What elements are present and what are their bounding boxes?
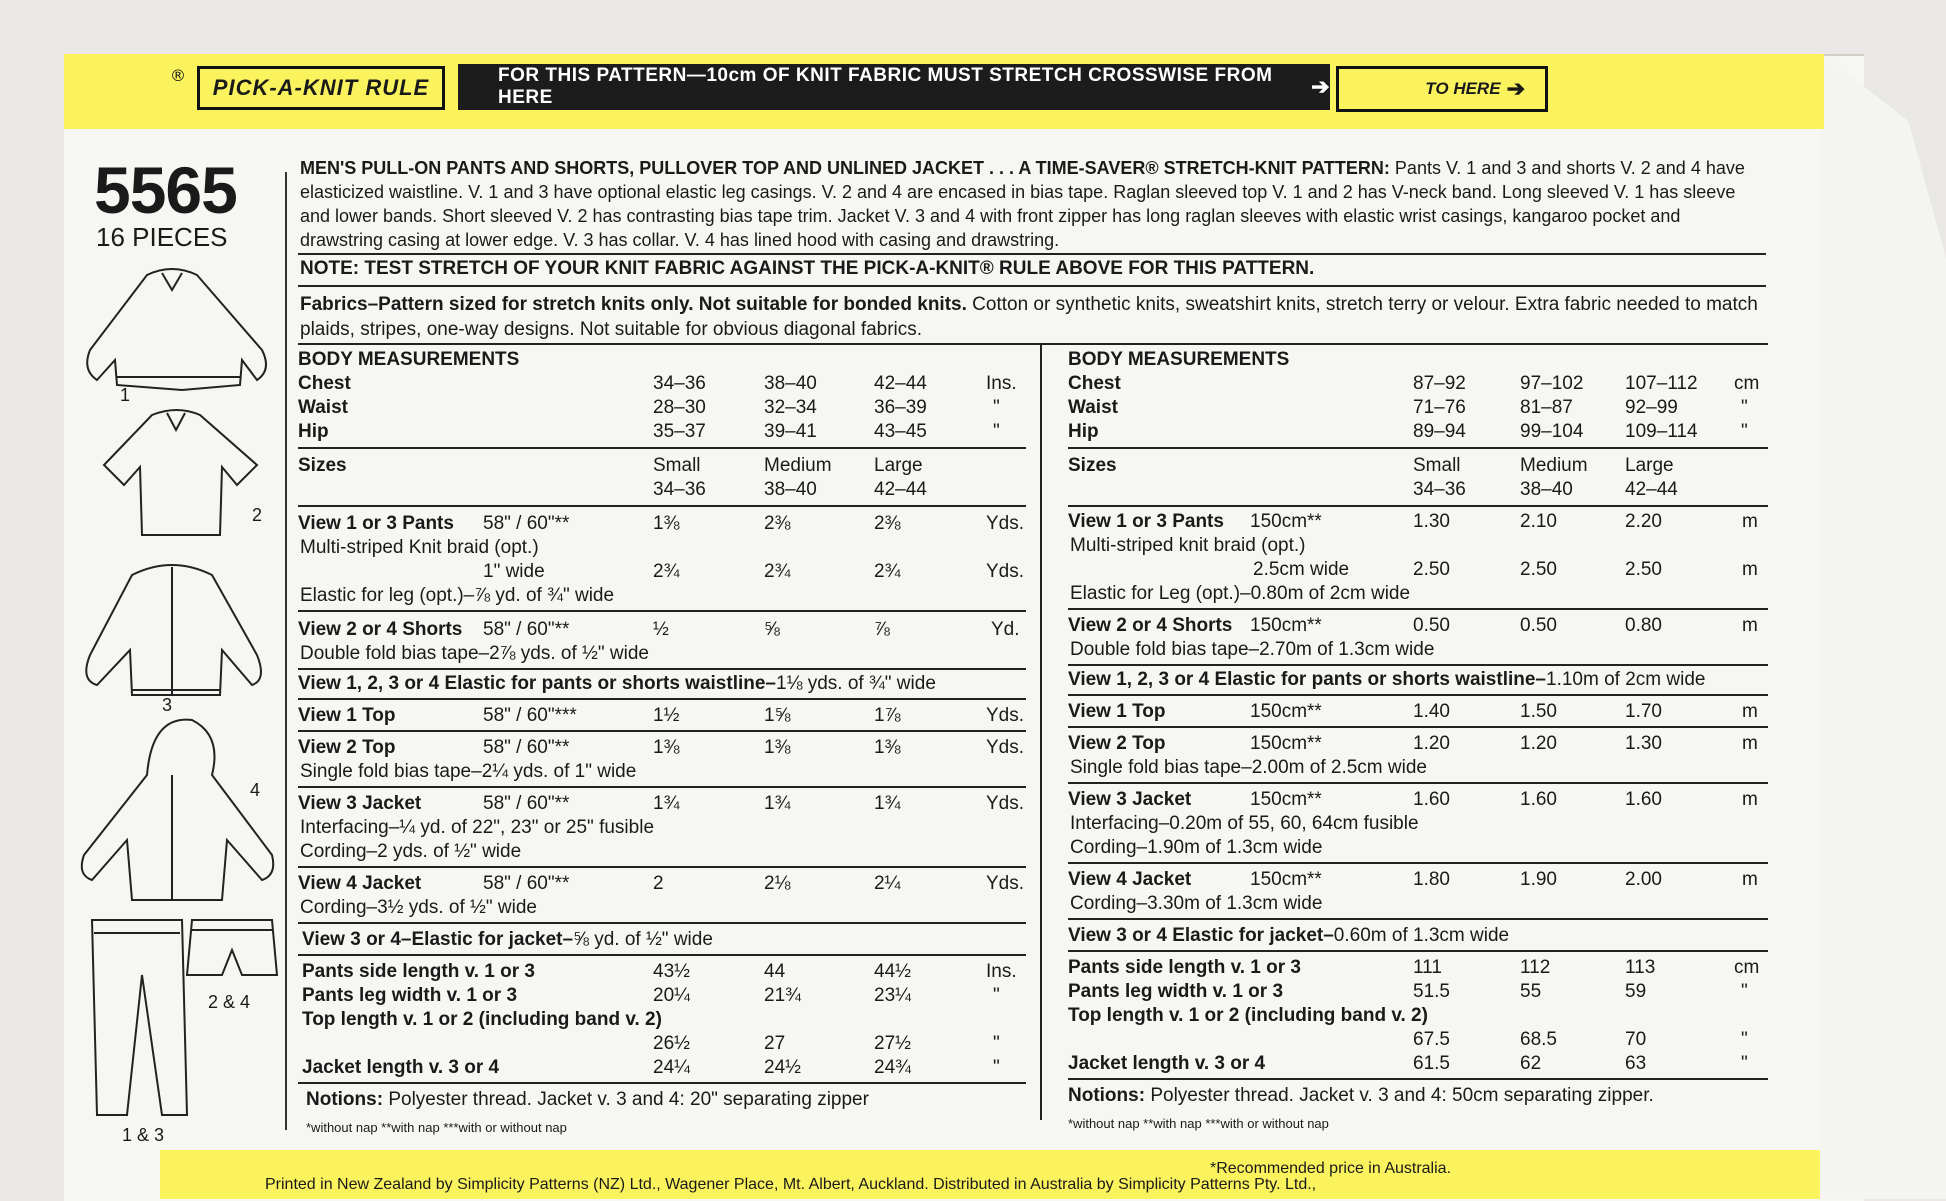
row-label: Pants leg width v. 1 or 3 xyxy=(302,985,518,1006)
cell: 62 xyxy=(1520,1053,1542,1074)
cell: 2⅜ xyxy=(874,513,901,534)
cell: Medium xyxy=(764,455,832,476)
divider xyxy=(298,730,1026,732)
sketch-view-4-jacket xyxy=(82,720,273,900)
notions-text: Polyester thread. Jacket v. 3 and 4: 50cm separating zipper. xyxy=(1150,1085,1654,1106)
row-label: View 2 or 4 Shorts xyxy=(1068,615,1233,636)
row-label: View 1, 2, 3 or 4 Elastic for pants or shorts waistline– xyxy=(298,673,776,694)
cell: Yds. xyxy=(986,873,1025,894)
cell: 43½ xyxy=(653,961,690,982)
cell: 23¼ xyxy=(874,985,911,1006)
cell: Small xyxy=(653,455,701,476)
cell: Ins. xyxy=(986,373,1017,394)
cell: 99–104 xyxy=(1520,421,1584,442)
cell: 150cm** xyxy=(1250,869,1322,890)
row-label: View 1 Top xyxy=(298,705,396,726)
cell: 87–92 xyxy=(1413,373,1466,394)
cell: 43–45 xyxy=(874,421,927,442)
row-label: View 1 or 3 Pants xyxy=(1068,511,1224,532)
cell: 34–36 xyxy=(653,479,706,500)
waist-label: Waist xyxy=(298,397,348,418)
divider xyxy=(298,922,1026,924)
cell: 1¾ xyxy=(653,793,680,814)
cell: 1⅜ xyxy=(653,513,680,534)
elastic-waist-row xyxy=(298,672,936,696)
cell: 63 xyxy=(1625,1053,1647,1074)
row-label: View 3 or 4 Elastic for jacket– xyxy=(1068,925,1334,946)
cell: 2⅛ xyxy=(764,873,791,894)
row-label: View 1 Top xyxy=(1068,701,1166,722)
cell: 150cm** xyxy=(1250,615,1322,636)
cell: m xyxy=(1742,789,1758,810)
to-here-text: TO HERE xyxy=(1425,79,1501,98)
cell: 81–87 xyxy=(1520,397,1573,418)
cell: 20¼ xyxy=(653,985,690,1006)
pick-a-knit-text: PICK-A-KNIT RULE xyxy=(212,75,430,100)
cell: 0.80 xyxy=(1625,615,1662,636)
cell: 35–37 xyxy=(653,421,706,442)
cell: Ins. xyxy=(986,961,1017,982)
cell: m xyxy=(1742,701,1758,722)
cell: 1.30 xyxy=(1413,511,1450,532)
cell: 24½ xyxy=(764,1057,801,1078)
cell: 58" / 60"** xyxy=(483,793,570,814)
cell: 113 xyxy=(1625,957,1656,978)
divider xyxy=(298,253,1766,255)
cell: " xyxy=(1741,421,1748,442)
hip-label: Hip xyxy=(298,421,329,442)
cell: 58" / 60"** xyxy=(483,873,570,894)
cell: 61.5 xyxy=(1413,1053,1450,1074)
cell: 1.90 xyxy=(1520,869,1557,890)
row-note: Cording–3½ yds. of ½" wide xyxy=(300,897,537,918)
arrow-right-icon: ➔ xyxy=(1506,76,1525,101)
cell: 1⅝ xyxy=(764,705,791,726)
cell: 68.5 xyxy=(1520,1029,1557,1050)
divider xyxy=(298,668,1026,670)
divider xyxy=(298,954,1026,956)
row-note: Single fold bias tape–2.00m of 2.5cm wide xyxy=(1070,757,1427,778)
cell: 150cm** xyxy=(1250,733,1322,754)
cell: 24¾ xyxy=(874,1057,911,1078)
row-label: View 2 Top xyxy=(298,737,396,758)
row-note: Cording–3.30m of 1.3cm wide xyxy=(1070,893,1323,914)
cell: 58" / 60"** xyxy=(483,513,570,534)
cell: Large xyxy=(1625,455,1674,476)
elastic-jacket-row xyxy=(302,928,713,952)
cell: " xyxy=(1741,1053,1748,1074)
cell: 1¾ xyxy=(764,793,791,814)
cell: 2¾ xyxy=(874,561,901,582)
description-text: Pants V. 1 and 3 and shorts V. 2 and 4 have elasticized waistline. V. 1 and 3 have optional elastic leg casings. V. 2 and 4 are encased in bias tape. Raglan sleeved top V. 1 and 2 has V-neck band. Long sleeved V. 1 has sleeve and lower bands. Short sleeved V. 2 has contrasting bias tape trim. Jacket V. 3 and 4 with front zipper has long raglan sleeves with elastic wrist casings, kangaroo pocket and drawstring casing at lower edge. V. 3 has collar. V. 4 has lined hood with casing and drawstring. xyxy=(300,158,1745,250)
cell: 2¼ xyxy=(874,873,901,894)
row-note: 1⅛ yds. of ¾" wide xyxy=(776,673,936,694)
cell: 150cm** xyxy=(1250,511,1322,532)
cell: 92–99 xyxy=(1625,397,1678,418)
cell: 42–44 xyxy=(1625,479,1678,500)
cell: Medium xyxy=(1520,455,1588,476)
cell: Yds. xyxy=(986,793,1025,814)
cell: Small xyxy=(1413,455,1461,476)
sketch-view-3-jacket xyxy=(86,565,261,695)
stretch-instruction-text: FOR THIS PATTERN—10cm OF KNIT FABRIC MUST STRETCH CROSSWISE FROM HERE xyxy=(498,65,1273,108)
row-label: Jacket length v. 3 or 4 xyxy=(302,1057,500,1078)
row-label: View 3 Jacket xyxy=(1068,789,1192,810)
cell: 70 xyxy=(1625,1029,1647,1050)
row-label: Multi-striped knit braid (opt.) xyxy=(1070,535,1306,556)
cell: ⅝ xyxy=(764,619,780,640)
row-note: ⅝ yd. of ½" wide xyxy=(573,929,713,950)
row-label: View 1, 2, 3 or 4 Elastic for pants or shorts waistline– xyxy=(1068,669,1546,690)
cell: 27½ xyxy=(874,1033,911,1054)
notions-text: Polyester thread. Jacket v. 3 and 4: 20" separating zipper xyxy=(388,1089,869,1110)
row-label: Top length v. 1 or 2 (including band v. 2) xyxy=(1068,1005,1428,1026)
body-measurements-title: BODY MEASUREMENTS xyxy=(1068,349,1290,370)
cell: 1⅜ xyxy=(874,737,901,758)
row-label: View 3 or 4–Elastic for jacket– xyxy=(302,929,574,950)
divider xyxy=(298,1082,1026,1084)
cell: " xyxy=(993,1033,1000,1054)
cell: Yds. xyxy=(986,737,1025,758)
row-note: Interfacing–0.20m of 55, 60, 64cm fusible xyxy=(1070,813,1419,834)
cell: 2¾ xyxy=(764,561,791,582)
cell: 1⅞ xyxy=(874,705,901,726)
cell: 111 xyxy=(1413,957,1442,978)
envelope-flap xyxy=(1820,52,1946,1199)
cell: 1.30 xyxy=(1625,733,1662,754)
row-label: Jacket length v. 3 or 4 xyxy=(1068,1053,1266,1074)
cell: 2.50 xyxy=(1413,559,1450,580)
cell: m xyxy=(1742,511,1758,532)
cell: 1⅜ xyxy=(764,737,791,758)
row-note: Single fold bias tape–2¼ yds. of 1" wide xyxy=(300,761,637,782)
cell: 2.50 xyxy=(1625,559,1662,580)
hip-label: Hip xyxy=(1068,421,1099,442)
sketch-label-1-3: 1 & 3 xyxy=(122,1125,165,1145)
row-label: Top length v. 1 or 2 (including band v. 2) xyxy=(302,1009,662,1030)
cell: 112 xyxy=(1520,957,1551,978)
row-note: Elastic for leg (opt.)–⅞ yd. of ¾" wide xyxy=(300,585,615,606)
divider xyxy=(298,610,1026,612)
cell: 2¾ xyxy=(653,561,680,582)
sizes-label: Sizes xyxy=(1068,455,1117,476)
cell: 1" wide xyxy=(483,561,545,582)
cell: 1.20 xyxy=(1413,733,1450,754)
cell: 1.60 xyxy=(1413,789,1450,810)
row-note: Interfacing–¼ yd. of 22", 23" or 25" fusible xyxy=(300,817,655,838)
pick-a-knit-rule-label xyxy=(197,66,445,110)
cell: " xyxy=(993,421,1000,442)
notions-row xyxy=(1068,1084,1654,1108)
footnote: *without nap **with nap ***with or without nap xyxy=(306,1120,567,1135)
cell: 34–36 xyxy=(1413,479,1466,500)
cell: 2.5cm wide xyxy=(1253,559,1350,580)
cell: 26½ xyxy=(653,1033,690,1054)
row-label: Multi-striped Knit braid (opt.) xyxy=(300,537,539,558)
row-note: Cording–1.90m of 1.3cm wide xyxy=(1070,837,1323,858)
row-label: View 1 or 3 Pants xyxy=(298,513,454,534)
cell: 67.5 xyxy=(1413,1029,1450,1050)
cell: 36–39 xyxy=(874,397,927,418)
sketch-pants xyxy=(92,920,187,1115)
cell: 1½ xyxy=(653,705,680,726)
cell: 107–112 xyxy=(1625,373,1698,394)
cell: 0.50 xyxy=(1520,615,1557,636)
cell: Yd. xyxy=(991,619,1020,640)
cell: 71–76 xyxy=(1413,397,1466,418)
cell: 58" / 60"*** xyxy=(483,705,577,726)
divider xyxy=(1068,1078,1768,1080)
cell: 58" / 60"** xyxy=(483,737,570,758)
cell: 44 xyxy=(764,961,786,982)
cell: 59 xyxy=(1625,981,1647,1002)
cell: 150cm** xyxy=(1250,701,1322,722)
divider xyxy=(1068,950,1768,952)
cell: Yds. xyxy=(986,705,1025,726)
pieces-count: 16 PIECES xyxy=(96,222,228,252)
garment-line-drawings xyxy=(72,255,282,1155)
elastic-waist-row xyxy=(1068,668,1705,692)
cell: 1.40 xyxy=(1413,701,1450,722)
divider xyxy=(1068,862,1768,864)
cell: 97–102 xyxy=(1520,373,1584,394)
cell: 1.60 xyxy=(1520,789,1557,810)
notions-row xyxy=(306,1088,869,1112)
cell: 44½ xyxy=(874,961,911,982)
cell: 1⅜ xyxy=(653,737,680,758)
sketch-view-2-top xyxy=(104,410,257,535)
cell: 51.5 xyxy=(1413,981,1450,1002)
chest-label: Chest xyxy=(298,373,351,394)
waist-label: Waist xyxy=(1068,397,1118,418)
divider xyxy=(298,343,1768,345)
cell: 1.60 xyxy=(1625,789,1662,810)
cell: 28–30 xyxy=(653,397,706,418)
body-measurements-title: BODY MEASUREMENTS xyxy=(298,349,520,370)
pattern-description xyxy=(300,156,1765,252)
cell: m xyxy=(1742,559,1758,580)
cell: 0.50 xyxy=(1413,615,1450,636)
notions-label: Notions: xyxy=(1068,1085,1146,1106)
row-label: View 4 Jacket xyxy=(298,873,422,894)
chest-label: Chest xyxy=(1068,373,1121,394)
cell: 109–114 xyxy=(1625,421,1698,442)
cell: " xyxy=(993,397,1000,418)
metric-table xyxy=(1068,348,1768,1131)
sketch-label-2: 2 xyxy=(252,505,263,525)
arrow-right-icon: ➔ xyxy=(1311,74,1330,99)
row-label: Pants leg width v. 1 or 3 xyxy=(1068,981,1284,1002)
cell: 1.70 xyxy=(1625,701,1662,722)
cell: 89–94 xyxy=(1413,421,1466,442)
row-label: Pants side length v. 1 or 3 xyxy=(1068,957,1301,978)
registered-mark: ® xyxy=(170,66,186,85)
divider xyxy=(1068,664,1768,666)
row-note: 1.10m of 2cm wide xyxy=(1546,669,1706,690)
divider xyxy=(1068,608,1768,610)
cell: m xyxy=(1742,869,1758,890)
sketch-label-3: 3 xyxy=(162,695,173,715)
cell: 1¾ xyxy=(874,793,901,814)
sketch-shorts xyxy=(187,920,277,975)
cell: m xyxy=(1742,615,1758,636)
cell: 38–40 xyxy=(1520,479,1573,500)
fabrics-text: Cotton or synthetic knits, sweatshirt knits, stretch terry or velour. Extra fabric needed to match plaids, stripes, one-way designs. Not suitable for obvious diagonal fabrics. xyxy=(300,294,1758,340)
cell: 2⅜ xyxy=(764,513,791,534)
divider xyxy=(298,698,1026,700)
cell: 21¾ xyxy=(764,985,801,1006)
cell: 2.10 xyxy=(1520,511,1557,532)
cell: 2.50 xyxy=(1520,559,1557,580)
divider xyxy=(298,505,1026,507)
cell: 39–41 xyxy=(764,421,817,442)
row-label: View 4 Jacket xyxy=(1068,869,1192,890)
divider xyxy=(1068,694,1768,696)
sketch-label-2-4: 2 & 4 xyxy=(208,992,251,1012)
printed-in-line: Printed in New Zealand by Simplicity Patterns (NZ) Ltd., Wagener Place, Mt. Albert, Auckland. Distributed in Australia by Simplicity Patterns Pty. Ltd., xyxy=(265,1176,1317,1193)
cell: " xyxy=(1741,397,1748,418)
description-heading: MEN'S PULL-ON PANTS AND SHORTS, PULLOVER TOP AND UNLINED JACKET . . . A TIME-SAVER® STRETCH-KNIT PATTERN: xyxy=(300,158,1390,178)
cell: 38–40 xyxy=(764,479,817,500)
row-label: View 2 or 4 Shorts xyxy=(298,619,463,640)
sketch-view-1-top xyxy=(87,269,266,390)
divider xyxy=(1068,505,1768,507)
cell: 1.50 xyxy=(1520,701,1557,722)
cell: 150cm** xyxy=(1250,789,1322,810)
cell: cm xyxy=(1734,373,1760,394)
column-divider xyxy=(1040,345,1042,1120)
row-note: 0.60m of 1.3cm wide xyxy=(1333,925,1510,946)
footnote: *without nap **with nap ***with or without nap xyxy=(1068,1116,1329,1131)
cell: 1.80 xyxy=(1413,869,1450,890)
cell: 2 xyxy=(653,873,664,894)
cell: cm xyxy=(1734,957,1760,978)
divider xyxy=(298,285,1766,287)
garment-sketches xyxy=(72,255,282,1155)
row-label: View 2 Top xyxy=(1068,733,1166,754)
divider xyxy=(298,447,1026,449)
row-note: Double fold bias tape–2.70m of 1.3cm wide xyxy=(1070,639,1435,660)
sketch-label-1: 1 xyxy=(120,385,131,405)
divider xyxy=(298,866,1026,868)
divider xyxy=(1068,726,1768,728)
cell: ½ xyxy=(653,619,669,640)
cell: " xyxy=(993,1057,1000,1078)
recommended-price-note: *Recommended price in Australia. xyxy=(1210,1160,1452,1177)
cell: Large xyxy=(874,455,923,476)
cell: 1.20 xyxy=(1520,733,1557,754)
divider xyxy=(1068,918,1768,920)
cell: 34–36 xyxy=(653,373,706,394)
fabrics-note xyxy=(300,292,1770,342)
sketch-label-4: 4 xyxy=(250,780,261,800)
cell: " xyxy=(1741,1029,1748,1050)
to-here-box xyxy=(1336,66,1548,112)
row-note: Elastic for Leg (opt.)–0.80m of 2cm wide xyxy=(1070,583,1411,604)
cell: " xyxy=(1741,981,1748,1002)
row-note: Cording–2 yds. of ½" wide xyxy=(300,841,522,862)
stretch-note: NOTE: TEST STRETCH OF YOUR KNIT FABRIC AGAINST THE PICK-A-KNIT® RULE ABOVE FOR THIS PATTERN. xyxy=(300,258,1315,279)
cell: 2.00 xyxy=(1625,869,1662,890)
row-label: View 3 Jacket xyxy=(298,793,422,814)
stretch-instruction-bar xyxy=(458,64,1330,110)
cell: 58" / 60"** xyxy=(483,619,570,640)
cell: 2.20 xyxy=(1625,511,1662,532)
cell: 24¼ xyxy=(653,1057,690,1078)
row-note: Double fold bias tape–2⅞ yds. of ½" wide xyxy=(300,643,649,664)
cell: Yds. xyxy=(986,561,1025,582)
left-divider xyxy=(285,172,287,1130)
cell: m xyxy=(1742,733,1758,754)
cell: 42–44 xyxy=(874,373,927,394)
fabrics-heading: Fabrics–Pattern sized for stretch knits only. Not suitable for bonded knits. xyxy=(300,294,967,315)
notions-label: Notions: xyxy=(306,1089,384,1110)
cell: 42–44 xyxy=(874,479,927,500)
imperial-table xyxy=(298,348,1028,1135)
sizes-label: Sizes xyxy=(298,455,347,476)
cell: 55 xyxy=(1520,981,1542,1002)
cell: Yds. xyxy=(986,513,1025,534)
divider xyxy=(1068,782,1768,784)
cell: 38–40 xyxy=(764,373,817,394)
cell: 27 xyxy=(764,1033,786,1054)
cell: " xyxy=(993,985,1000,1006)
divider xyxy=(1068,447,1768,449)
pattern-number: 5565 xyxy=(94,153,237,227)
divider xyxy=(298,786,1026,788)
elastic-jacket-row xyxy=(1068,924,1509,948)
cell: 32–34 xyxy=(764,397,817,418)
row-label: Pants side length v. 1 or 3 xyxy=(302,961,535,982)
cell: ⅞ xyxy=(874,619,890,640)
